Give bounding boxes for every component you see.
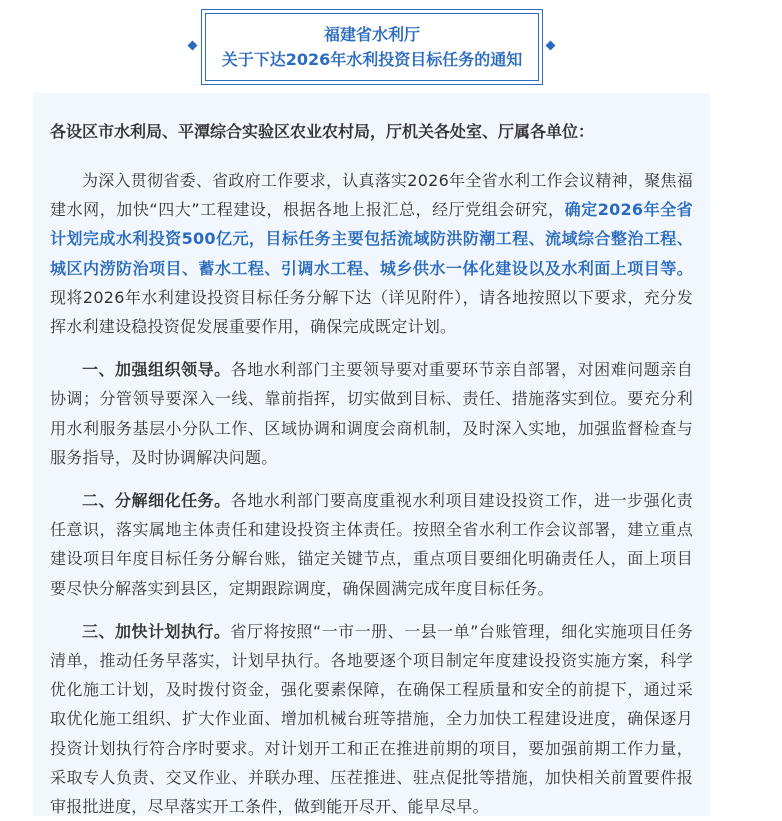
section-heading: 三、加快计划执行。 (82, 621, 231, 641)
section-body: 各地水利部门要高度重视水利项目建设投资工作，进一步强化责任意识，落实属地主体责任和建设投资主体责任。按照全省水利工作会议部署，建立重点建设项目年度目标任务分解台账，锚定关键节点，重点项目要细化明确责任人，面上项目要尽快分解落实到县区，定期跟踪调度，确保圆满完成年度目标任务。 (50, 491, 693, 598)
intro-text-end: 现将2026年水利建设投资目标任务分解下达（详见附件），请各地按照以下要求，充分发挥水利建设稳投资促发展重要作用，确保完成既定计划。 (50, 287, 693, 337)
notice-title: 关于下达2026年水利投资目标任务的通知 (221, 50, 523, 69)
document-header (0, 0, 782, 92)
section-paragraph (50, 617, 693, 821)
document-body (33, 93, 710, 816)
section-paragraph (50, 486, 693, 603)
section-body: 省厅将按照“一市一册、一县一单”台账管理，细化实施项目任务清单，推动任务早落实，计划早执行。各地要逐个项目制定年度建设投资实施方案，科学优化施工计划，及时拨付资金，强化要素保障，在确保工程质量和安全的前提下，通过采取优化施工组织、扩大作业面、增加机械台班等措施，全力加快工程建设进度，确保逐月投资计划执行符合序时要求。对计划开工和正在推进前期的项目，要加强前期工作力量，采取专人负责、交叉作业、并联办理、压茬推进、驻点促批等措施，加快相关前置要件报审报批进度，尽早落实开工条件，做到能开尽开、能早尽早。 (50, 621, 693, 817)
section-paragraph (50, 355, 693, 472)
intro-text: 为深入贯彻省委、省政府工作要求，认真落实2026年全省水利工作会议精神，聚焦福建水网，加快“四大”工程建设，根据各地上报汇总，经厅党组会研究， (50, 171, 693, 220)
section-body: 各地水利部门主要领导要对重要环节亲自部署，对困难问题亲自协调；分管领导要深入一线、靠前指挥，切实做到目标、责任、措施落实到位。要充分利用水利服务基层小分队工作、区域协调和调度会商机制，及时深入实地，加强监督检查与服务指导，及时协调解决问题。 (50, 360, 693, 467)
title-frame (201, 9, 543, 85)
intro-highlight: 确定2026年全省计划完成水利投资500亿元，目标任务主要包括流域防洪防潮工程、流域综合整治工程、城区内涝防治项目、蓄水工程、引调水工程、城乡供水一体化建设以及水利面上项目等。 (50, 200, 693, 278)
title-frame-inner (205, 13, 539, 81)
section-heading: 二、分解细化任务。 (82, 491, 231, 511)
diamond-ornament-right-icon (546, 41, 556, 51)
diamond-ornament-left-icon (188, 41, 198, 51)
section-heading: 一、加强组织领导。 (82, 360, 231, 380)
intro-paragraph (50, 166, 693, 341)
issuer-title: 福建省水利厅 (323, 25, 420, 44)
salutation: 各设区市水利局、平潭综合实验区农业农村局，厅机关各处室、厅属各单位： (50, 122, 595, 141)
